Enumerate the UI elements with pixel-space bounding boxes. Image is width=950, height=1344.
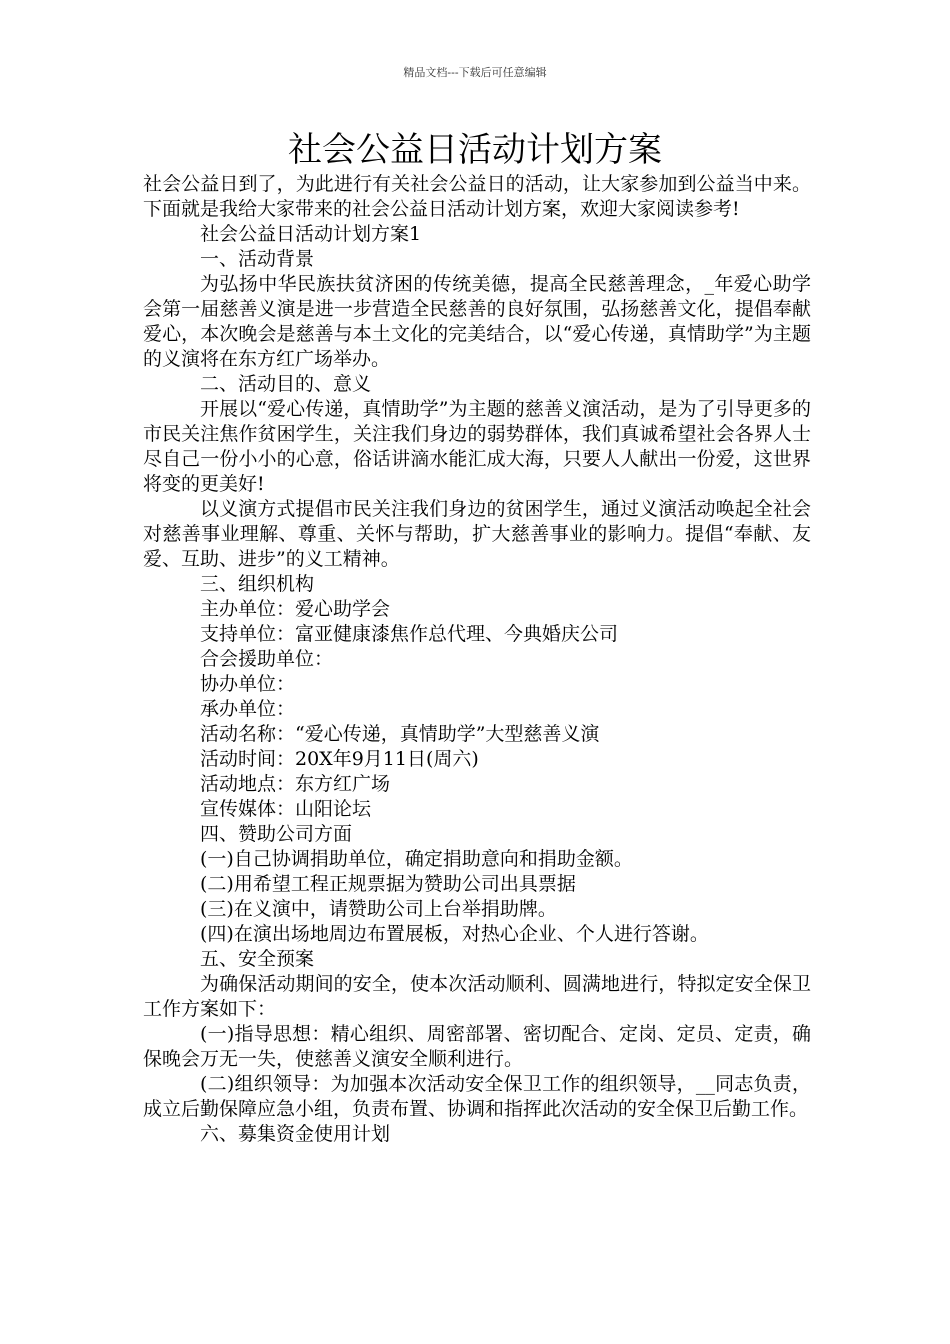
document-title: 社会公益日活动计划方案	[288, 130, 662, 170]
page-header-watermark: 精品文档---下载后可任意编辑	[403, 66, 547, 79]
paragraph: 四、赞助公司方面	[200, 823, 353, 845]
paragraph: 一、活动背景	[200, 248, 315, 270]
paragraph: 宣传媒体：山阳论坛	[200, 798, 372, 820]
paragraph: (四)在演出场地周边布置展板，对热心企业、个人进行答谢。	[200, 923, 709, 945]
paragraph: (二)组织领导：为加强本次活动安全保卫工作的组织领导，__同志负责，成立后勤保障应急小组，负责布置、协调和指挥此次活动的安全保卫后勤工作。	[143, 1073, 811, 1120]
paragraph: (一)自己协调捐助单位，确定捐助意向和捐助金额。	[200, 848, 633, 870]
paragraph: 活动地点：东方红广场	[200, 773, 391, 795]
paragraph: 五、安全预案	[200, 948, 315, 970]
paragraph: 二、活动目的、意义	[200, 373, 372, 395]
document-body	[143, 172, 811, 1147]
paragraph: (一)指导思想：精心组织、周密部署、密切配合、定岗、定员、定责，确保晚会万无一失，使慈善义演安全顺利进行。	[143, 1023, 811, 1070]
paragraph: 活动时间：20X年9月11日(周六)	[200, 748, 479, 770]
paragraph: 协办单位：	[200, 673, 296, 695]
paragraph: 合会援助单位：	[200, 648, 334, 670]
paragraph: 社会公益日活动计划方案1	[200, 223, 422, 245]
paragraph: 三、组织机构	[200, 573, 315, 595]
paragraph: 以义演方式提倡市民关注我们身边的贫困学生，通过义演活动唤起全社会对慈善事业理解、尊重、关怀与帮助，扩大慈善事业的影响力。提倡“奉献、友爱、互助、进步”的义工精神。	[143, 498, 811, 570]
paragraph: 承办单位：	[200, 698, 296, 720]
paragraph: 为确保活动期间的安全，使本次活动顺利、圆满地进行，特拟定安全保卫工作方案如下：	[143, 973, 811, 1020]
paragraph: 开展以“爱心传递，真情助学”为主题的慈善义演活动，是为了引导更多的市民关注焦作贫困学生，关注我们身边的弱势群体，我们真诚希望社会各界人士尽自己一份小小的心意，俗话讲滴水能汇成大海，只要人人献出一份爱，这世界将变的更美好!	[143, 398, 811, 495]
paragraph: 活动名称：“爱心传递，真情助学”大型慈善义演	[200, 723, 600, 745]
paragraph: 支持单位：富亚健康漆焦作总代理、今典婚庆公司	[200, 623, 619, 645]
paragraph: 社会公益日到了，为此进行有关社会公益日的活动，让大家参加到公益当中来。下面就是我给大家带来的社会公益日活动计划方案，欢迎大家阅读参考!	[143, 173, 811, 220]
paragraph: 为弘扬中华民族扶贫济困的传统美德，提高全民慈善理念，_年爱心助学会第一届慈善义演是进一步营造全民慈善的良好氛围，弘扬慈善文化，提倡奉献爱心，本次晚会是慈善与本土文化的完美结合，以“爱心传递，真情助学”为主题的义演将在东方红广场举办。	[143, 273, 811, 370]
paragraph: (三)在义演中，请赞助公司上台举捐助牌。	[200, 898, 557, 920]
paragraph: 六、募集资金使用计划	[200, 1123, 391, 1145]
paragraph: 主办单位：爱心助学会	[200, 598, 391, 620]
paragraph: (二)用希望工程正规票据为赞助公司出具票据	[200, 873, 576, 895]
